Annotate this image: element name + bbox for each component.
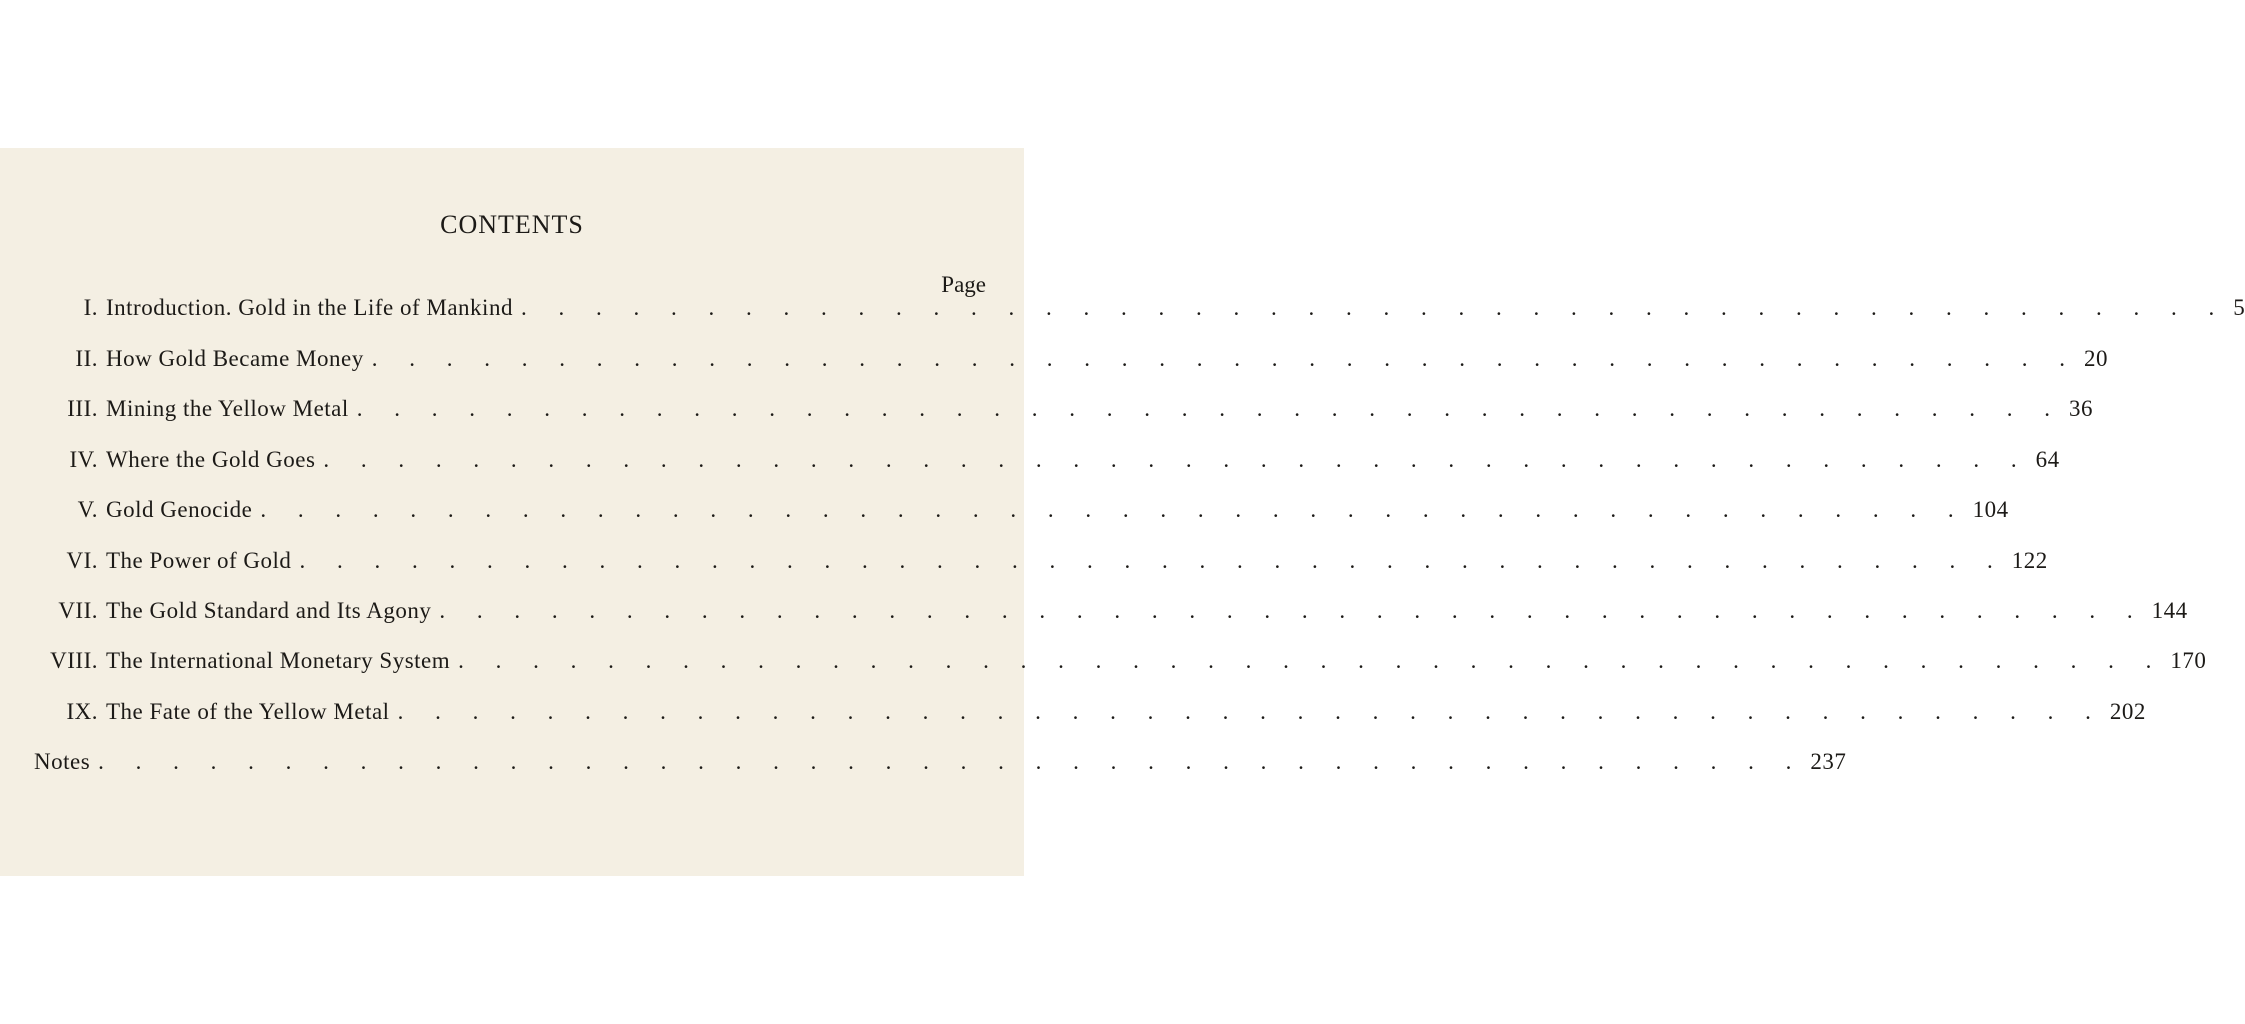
page-number: 20	[2083, 346, 2108, 371]
dot-leader: . . . . . . . . . . . . . . . . . . . . . . . . . . . . . . . . . . . . . . . . . . . . . .	[260, 497, 1967, 522]
toc-entry	[30, 396, 2094, 432]
page-number: 144	[2151, 598, 2188, 623]
chapter-title: Notes	[34, 749, 91, 774]
page-number: 64	[2035, 447, 2060, 472]
page-number: 36	[2069, 396, 2094, 421]
chapter-number: VII.	[58, 598, 98, 623]
toc-entry	[30, 548, 2048, 584]
toc-entry	[30, 497, 2009, 533]
book-page	[0, 148, 2245, 876]
dot-leader: . . . . . . . . . . . . . . . . . . . . . . . . . . . . . . . . . . . . . . . . . . . . . .	[520, 295, 2228, 320]
toc-entry	[30, 295, 2245, 331]
chapter-title: Gold Genocide	[106, 497, 253, 522]
toc-entry	[30, 699, 2146, 735]
chapter-title: Introduction. Gold in the Life of Mankind	[106, 295, 513, 320]
chapter-number: V.	[77, 497, 98, 522]
page-number: 122	[2011, 548, 2048, 573]
dot-leader: . . . . . . . . . . . . . . . . . . . . . . . . . . . . . . . . . . . . . . . . . . . . . .	[371, 346, 2078, 371]
page-number: 237	[1810, 749, 1847, 774]
page-number: 104	[1972, 497, 2009, 522]
contents-heading: CONTENTS	[440, 210, 584, 239]
dot-leader: . . . . . . . . . . . . . . . . . . . . . . . . . . . . . . . . . . . . . . . . . . . . . .	[98, 749, 1805, 774]
chapter-title: The Power of Gold	[106, 548, 292, 573]
dot-leader: . . . . . . . . . . . . . . . . . . . . . . . . . . . . . . . . . . . . . . . . . . . . . .	[323, 447, 2030, 472]
chapter-title: The International Monetary System	[106, 648, 451, 673]
page-number: 202	[2109, 699, 2146, 724]
page-column-label: Page	[941, 272, 986, 297]
dot-leader: . . . . . . . . . . . . . . . . . . . . . . . . . . . . . . . . . . . . . . . . . . . . . .	[299, 548, 2006, 573]
page-number: 170	[2170, 648, 2207, 673]
chapter-number: I.	[83, 295, 98, 320]
toc-entry	[30, 598, 2188, 634]
chapter-title: The Fate of the Yellow Metal	[106, 699, 390, 724]
chapter-title: Mining the Yellow Metal	[106, 396, 349, 421]
chapter-title: How Gold Became Money	[106, 346, 364, 371]
chapter-number: IV.	[69, 447, 98, 472]
chapter-number: VIII.	[50, 648, 98, 673]
chapter-title: Where the Gold Goes	[106, 447, 316, 472]
toc-entry	[30, 447, 2060, 483]
chapter-number: II.	[75, 346, 98, 371]
dot-leader: . . . . . . . . . . . . . . . . . . . . . . . . . . . . . . . . . . . . . . . . . . . . . .	[439, 598, 2146, 623]
toc-entry	[30, 346, 2108, 382]
chapter-number: IX.	[66, 699, 98, 724]
chapter-number: VI.	[66, 548, 98, 573]
toc-entry-notes	[30, 749, 1847, 785]
page-number: 5	[2233, 295, 2245, 320]
table-of-contents	[0, 148, 2245, 876]
chapter-number: III.	[67, 396, 98, 421]
dot-leader: . . . . . . . . . . . . . . . . . . . . . . . . . . . . . . . . . . . . . . . . . . . . . .	[397, 699, 2104, 724]
chapter-title: The Gold Standard and Its Agony	[106, 598, 432, 623]
toc-entry	[30, 648, 2207, 684]
dot-leader: . . . . . . . . . . . . . . . . . . . . . . . . . . . . . . . . . . . . . . . . . . . . . .	[356, 396, 2064, 421]
dot-leader: . . . . . . . . . . . . . . . . . . . . . . . . . . . . . . . . . . . . . . . . . . . . . .	[458, 648, 2165, 673]
